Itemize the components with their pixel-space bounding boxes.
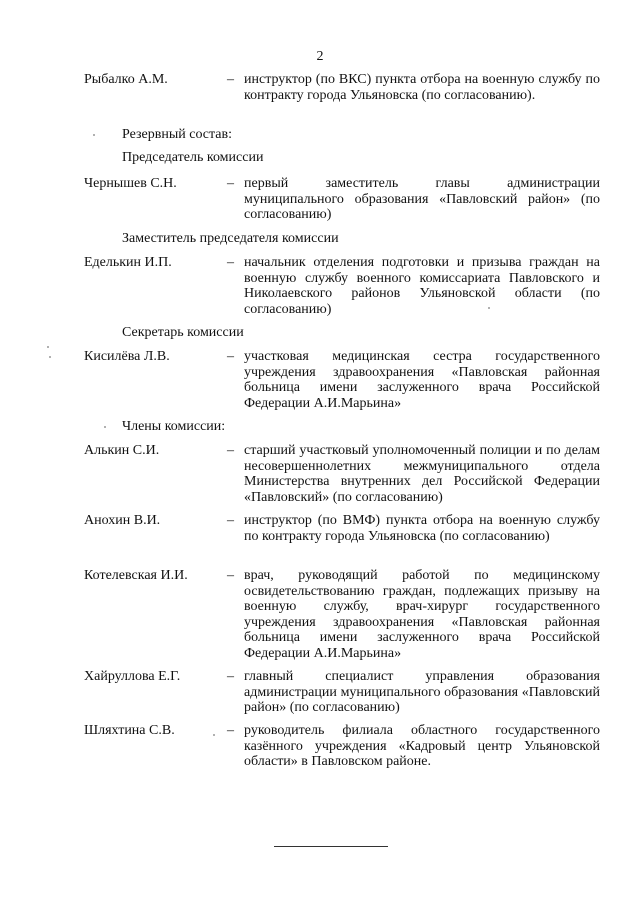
dash: – — [227, 72, 234, 87]
member-name: Анохин В.И. — [84, 513, 161, 528]
page-number: 2 — [316, 49, 324, 64]
dash: – — [227, 723, 234, 738]
member-position: главный специалист управления образования администрации муниципального образования «Павловский район» (по согласованию) — [244, 669, 600, 715]
scan-speck — [47, 346, 49, 348]
member-position: начальник отделения подготовки и призыва граждан на военную службу военного комиссариата Павловского и Николаевского районов Ульяновской области (по согласованию) — [244, 255, 600, 317]
member-name: Алькин С.И. — [84, 443, 160, 458]
dash: – — [227, 568, 234, 583]
member-name: Чернышев С.Н. — [84, 176, 177, 191]
member-position: инструктор (по ВКС) пункта отбора на военную службу по контракту города Ульяновска (по согласованию). — [244, 72, 600, 103]
section-heading-reserve: Резервный состав: — [122, 127, 233, 142]
section-heading-members: Члены комиссии: — [122, 419, 226, 434]
scan-speck — [488, 307, 490, 309]
member-name: Котелевская И.И. — [84, 568, 188, 583]
member-name: Шляхтина С.В. — [84, 723, 175, 738]
dash: – — [227, 513, 234, 528]
dash: – — [227, 176, 234, 191]
dash: – — [227, 669, 234, 684]
scan-speck — [49, 356, 51, 358]
scan-speck — [93, 134, 95, 136]
member-position: первый заместитель главы администрации муниципального образования «Павловский район» (по согласованию) — [244, 176, 600, 222]
member-name: Кисилёва Л.В. — [84, 349, 170, 364]
role-heading-secretary: Секретарь комиссии — [122, 325, 244, 340]
member-name: Хайруллова Е.Г. — [84, 669, 181, 684]
member-position: инструктор (по ВМФ) пункта отбора на военную службу по контракту города Ульяновска (по согласованию) — [244, 513, 600, 544]
member-position: старший участковый уполномоченный полиции и по делам несовершеннолетних межмуниципального отдела Министерства внутренних дел Российской Федерации «Павловский» (по согласованию) — [244, 443, 600, 505]
closing-rule — [274, 846, 388, 847]
member-name: Еделькин И.П. — [84, 255, 172, 270]
member-position: участковая медицинская сестра государственного учреждения здравоохранения «Павловская районная больница имени заслуженного врача Российской Федерации А.И.Марьина» — [244, 349, 600, 411]
member-name: Рыбалко А.М. — [84, 72, 168, 87]
scan-speck — [213, 734, 215, 736]
member-position: руководитель филиала областного государственного казённого учреждения «Кадровый центр Ульяновской области» в Павловском районе. — [244, 723, 600, 769]
role-heading-chairman: Председатель комиссии — [122, 150, 264, 165]
member-position: врач, руководящий работой по медицинскому освидетельствованию граждан, подлежащих призыву на военную службу, врач-хирург государственного учреждения здравоохранения «Павловская районная больница имени заслуженного врача Российской Федерации А.И.Марьина» — [244, 568, 600, 661]
role-heading-deputy: Заместитель председателя комиссии — [122, 231, 339, 246]
dash: – — [227, 443, 234, 458]
scan-speck — [104, 426, 106, 428]
dash: – — [227, 349, 234, 364]
dash: – — [227, 255, 234, 270]
